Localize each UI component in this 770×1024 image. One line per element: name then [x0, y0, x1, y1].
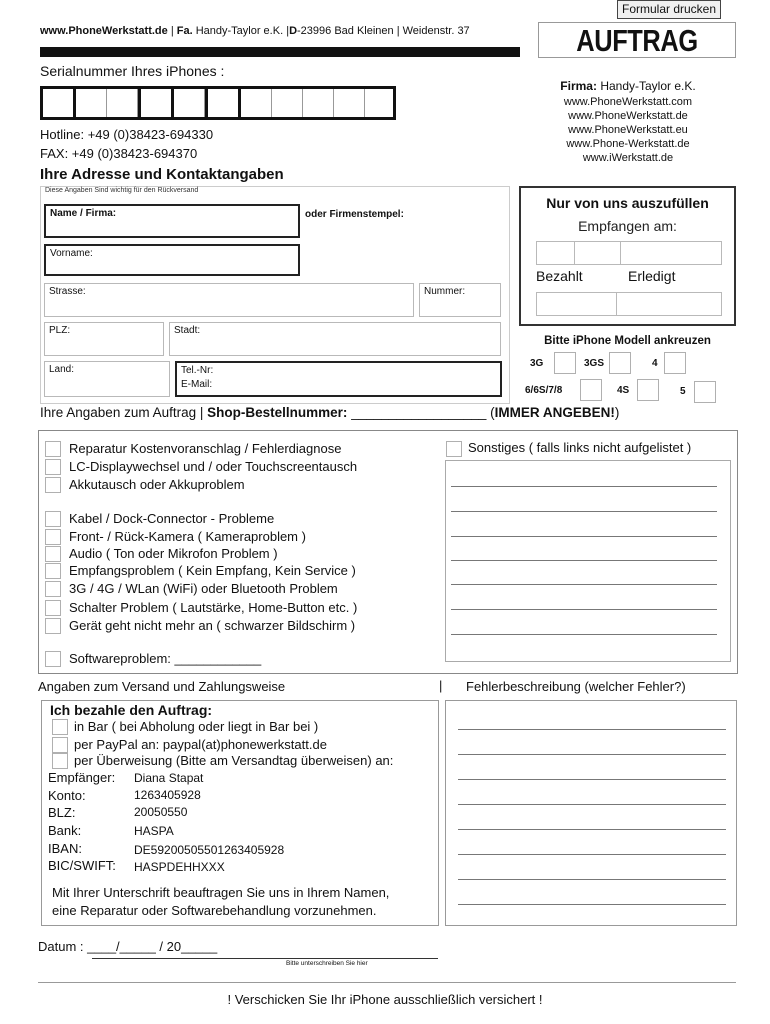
repair-label: Akkutausch oder Akkuproblem — [69, 477, 245, 492]
firma-line — [520, 79, 736, 93]
fault-label: Fehlerbeschreibung (welcher Fehler?) — [466, 679, 686, 694]
date-field[interactable]: Datum : ____/_____ / 20_____ — [38, 939, 218, 954]
repair-label: LC-Displaywechsel und / oder Touchscreentausch — [69, 459, 358, 474]
other-line[interactable] — [451, 560, 717, 561]
firma-site: www.iWerkstatt.de — [582, 152, 674, 164]
nummer-label: Nummer: — [424, 286, 466, 297]
bank-value: HASPDEHHXXX — [134, 860, 225, 874]
must-label: IMMER ANGEBEN! — [494, 405, 615, 420]
header-sep: | — [286, 25, 290, 37]
auth-text: eine Reparatur oder Softwarebehandlung vorzunehmen. — [52, 903, 377, 918]
address-heading: Ihre Adresse und Kontaktangaben — [40, 166, 284, 183]
serial-label: Serialnummer Ihres iPhones : — [40, 63, 225, 79]
model-checkbox-3g[interactable] — [554, 352, 576, 374]
firma-label: Firma: — [560, 79, 597, 93]
header-line — [40, 25, 470, 37]
other-line[interactable] — [451, 511, 717, 512]
serial-cell[interactable] — [107, 89, 138, 117]
payment-title: Ich bezahle den Auftrag: — [50, 702, 213, 718]
received-label: Empfangen am: — [578, 218, 677, 234]
payment-paypal-checkbox[interactable] — [52, 737, 68, 753]
serial-cell[interactable] — [241, 89, 272, 117]
repair-label: Schalter Problem ( Lautstärke, Home-Button etc. ) — [69, 600, 358, 615]
vorname-label: Vorname: — [50, 248, 93, 259]
payment-transfer-checkbox[interactable] — [52, 753, 68, 769]
plz-field[interactable] — [44, 322, 164, 356]
bank-value: 20050550 — [134, 805, 188, 819]
repair-checkbox[interactable] — [45, 441, 61, 457]
fault-line[interactable] — [458, 904, 726, 905]
model-checkbox-3gs[interactable] — [609, 352, 631, 374]
payment-option: in Bar ( bei Abholung oder liegt in Bar bei ) — [74, 719, 319, 734]
software-label: Softwareproblem: ____________ — [69, 651, 262, 666]
serial-cell[interactable] — [303, 89, 334, 117]
firma-site: www.Phone-Werkstatt.de — [566, 138, 690, 150]
page-title: AUFTRAG — [576, 23, 698, 58]
other-line[interactable] — [451, 609, 717, 610]
name-label: Name / Firma: — [50, 208, 117, 219]
internal-title: Nur von uns auszufüllen — [546, 195, 709, 211]
bank-value: 1263405928 — [134, 788, 201, 802]
repair-checkbox[interactable] — [45, 563, 61, 579]
vorname-field[interactable] — [44, 244, 300, 276]
model-label: 5 — [680, 386, 686, 397]
model-checkbox-4[interactable] — [664, 352, 686, 374]
serial-cell[interactable] — [205, 86, 241, 120]
repair-label: 3G / 4G / WLan (WiFi) oder Bluetooth Problem — [69, 581, 338, 596]
header-d: D — [289, 25, 298, 37]
stadt-field[interactable] — [169, 322, 501, 356]
fault-line[interactable] — [458, 854, 726, 855]
repair-label: Empfangsproblem ( Kein Empfang, Kein Service ) — [69, 563, 356, 578]
header-address: -23996 Bad Kleinen | Weidenstr. 37 — [297, 25, 470, 37]
firma-site: www.PhoneWerkstatt.eu — [568, 124, 688, 136]
footer-note: ! Verschicken Sie Ihr iPhone ausschließlich versichert ! — [227, 992, 543, 1007]
repair-label: Gerät geht nicht mehr an ( schwarzer Bildschirm ) — [69, 618, 356, 633]
stamp-label: oder Firmenstempel: — [305, 209, 404, 220]
order-sep: | — [199, 405, 204, 420]
other-checkbox[interactable] — [446, 441, 462, 457]
fault-line[interactable] — [458, 829, 726, 830]
header-bar — [40, 47, 520, 57]
repair-checkbox[interactable] — [45, 600, 61, 616]
serial-input[interactable] — [40, 86, 396, 120]
received-field[interactable] — [536, 241, 722, 265]
serial-cell[interactable] — [40, 86, 76, 120]
footer-divider — [38, 982, 736, 983]
tel-email-field[interactable] — [175, 361, 502, 397]
land-label: Land: — [49, 364, 75, 375]
fax: FAX: +49 (0)38423-694370 — [40, 146, 198, 161]
serial-cell[interactable] — [272, 89, 303, 117]
land-field[interactable] — [44, 361, 170, 397]
repair-label: Front- / Rück-Kamera ( Kameraproblem ) — [69, 529, 306, 544]
model-label: 4 — [652, 358, 658, 369]
fault-line[interactable] — [458, 879, 726, 880]
nummer-field[interactable] — [419, 283, 501, 317]
serial-cell[interactable] — [138, 86, 174, 120]
repair-label: Reparatur Kostenvoranschlag / Fehlerdiagnose — [69, 441, 342, 456]
repair-checkbox[interactable] — [45, 511, 61, 527]
repair-checkbox[interactable] — [45, 477, 61, 493]
fault-box — [445, 700, 737, 926]
model-checkbox-6-6s-7-8[interactable] — [580, 379, 602, 401]
header-company: Handy-Taylor e.K. — [195, 25, 284, 37]
other-lines-box — [445, 460, 731, 662]
print-button[interactable]: Formular drucken — [617, 0, 721, 19]
shipping-sep: | — [439, 678, 443, 693]
done-label: Erledigt — [628, 268, 676, 284]
strasse-label: Strasse: — [49, 286, 86, 297]
paid-done-field[interactable] — [536, 292, 722, 316]
other-line[interactable] — [451, 584, 717, 585]
stadt-label: Stadt: — [174, 325, 201, 336]
plz-label: PLZ: — [49, 325, 71, 336]
payment-option: per Überweisung (Bitte am Versandtag überweisen) an: — [74, 753, 394, 768]
serial-cell[interactable] — [334, 89, 365, 117]
model-label: 4S — [617, 385, 630, 396]
firma-site: www.PhoneWerkstatt.de — [568, 110, 688, 122]
email-label: E-Mail: — [181, 379, 213, 390]
paid-cell[interactable] — [537, 293, 617, 315]
payment-option: per PayPal an: paypal(at)phonewerkstatt.de — [74, 737, 327, 752]
fault-line[interactable] — [458, 779, 726, 780]
auth-text: Mit Ihrer Unterschrift beauftragen Sie uns in Ihrem Namen, — [52, 885, 390, 900]
fault-line[interactable] — [458, 754, 726, 755]
hotline: Hotline: +49 (0)38423-694330 — [40, 127, 214, 142]
other-label: Sonstiges ( falls links nicht aufgelistet ) — [468, 440, 692, 455]
order-label: Ihre Angaben zum Auftrag — [40, 405, 197, 420]
close-paren: ) — [614, 405, 620, 420]
models-title: Bitte iPhone Modell ankreuzen — [544, 335, 711, 347]
bank-value: DE59200505501263405928 — [134, 843, 285, 857]
repair-checkbox[interactable] — [45, 581, 61, 597]
shop-blank[interactable]: __________________ — [351, 405, 487, 420]
bank-value: HASPA — [134, 824, 174, 838]
payment-cash-checkbox[interactable] — [52, 719, 68, 735]
model-label: 3GS — [584, 358, 605, 369]
name-field[interactable] — [44, 204, 300, 238]
repair-checkbox[interactable] — [45, 459, 61, 475]
received-cell[interactable] — [621, 242, 721, 264]
other-line[interactable] — [451, 536, 717, 537]
open-paren: ( — [490, 405, 495, 420]
signature-hint: Bitte unterschreiben Sie hier — [286, 960, 368, 967]
repair-checkbox[interactable] — [45, 546, 61, 562]
shop-label: Shop-Bestellnummer: — [207, 405, 348, 420]
bank-value: Diana Stapat — [134, 771, 204, 785]
bank-label: BLZ: — [48, 805, 76, 820]
paid-label: Bezahlt — [536, 268, 583, 284]
other-line[interactable] — [451, 486, 717, 487]
done-cell[interactable] — [617, 293, 721, 315]
model-label: 3G — [530, 358, 544, 369]
bank-label: Konto: — [48, 788, 86, 803]
bank-label: Bank: — [48, 823, 82, 838]
fault-line[interactable] — [458, 804, 726, 805]
software-checkbox[interactable] — [45, 651, 61, 667]
address-note: Diese Angaben Sind wichtig für den Rückversand — [45, 187, 199, 194]
tel-label: Tel.-Nr: — [181, 365, 214, 376]
signature-line[interactable] — [92, 958, 438, 959]
repair-checkbox[interactable] — [45, 529, 61, 545]
repair-label: Kabel / Dock-Connector - Probleme — [69, 511, 275, 526]
repair-label: Audio ( Ton oder Mikrofon Problem ) — [69, 546, 278, 561]
bank-label: BIC/SWIFT: — [48, 858, 116, 873]
model-checkbox-5[interactable] — [694, 381, 716, 403]
bank-label: IBAN: — [48, 841, 82, 856]
received-cell[interactable] — [537, 242, 575, 264]
header-fa: Fa. — [176, 25, 193, 37]
model-checkbox-4s[interactable] — [637, 379, 659, 401]
shipping-label: Angaben zum Versand und Zahlungsweise — [38, 679, 286, 694]
strasse-field[interactable] — [44, 283, 414, 317]
header-sep: | — [170, 25, 174, 37]
header-site: www.PhoneWerkstatt.de — [40, 25, 168, 37]
order-line — [40, 405, 619, 420]
serial-cell[interactable] — [76, 89, 107, 117]
model-label: 6/6S/7/8 — [525, 385, 563, 396]
serial-cell[interactable] — [174, 89, 205, 117]
fault-line[interactable] — [458, 729, 726, 730]
other-line[interactable] — [451, 634, 717, 635]
firma-name: Handy-Taylor e.K. — [600, 79, 696, 93]
serial-cell[interactable] — [365, 89, 393, 117]
repair-checkbox[interactable] — [45, 618, 61, 634]
received-cell[interactable] — [575, 242, 621, 264]
bank-label: Empfänger: — [48, 770, 116, 785]
firma-site: www.PhoneWerkstatt.com — [563, 96, 693, 108]
